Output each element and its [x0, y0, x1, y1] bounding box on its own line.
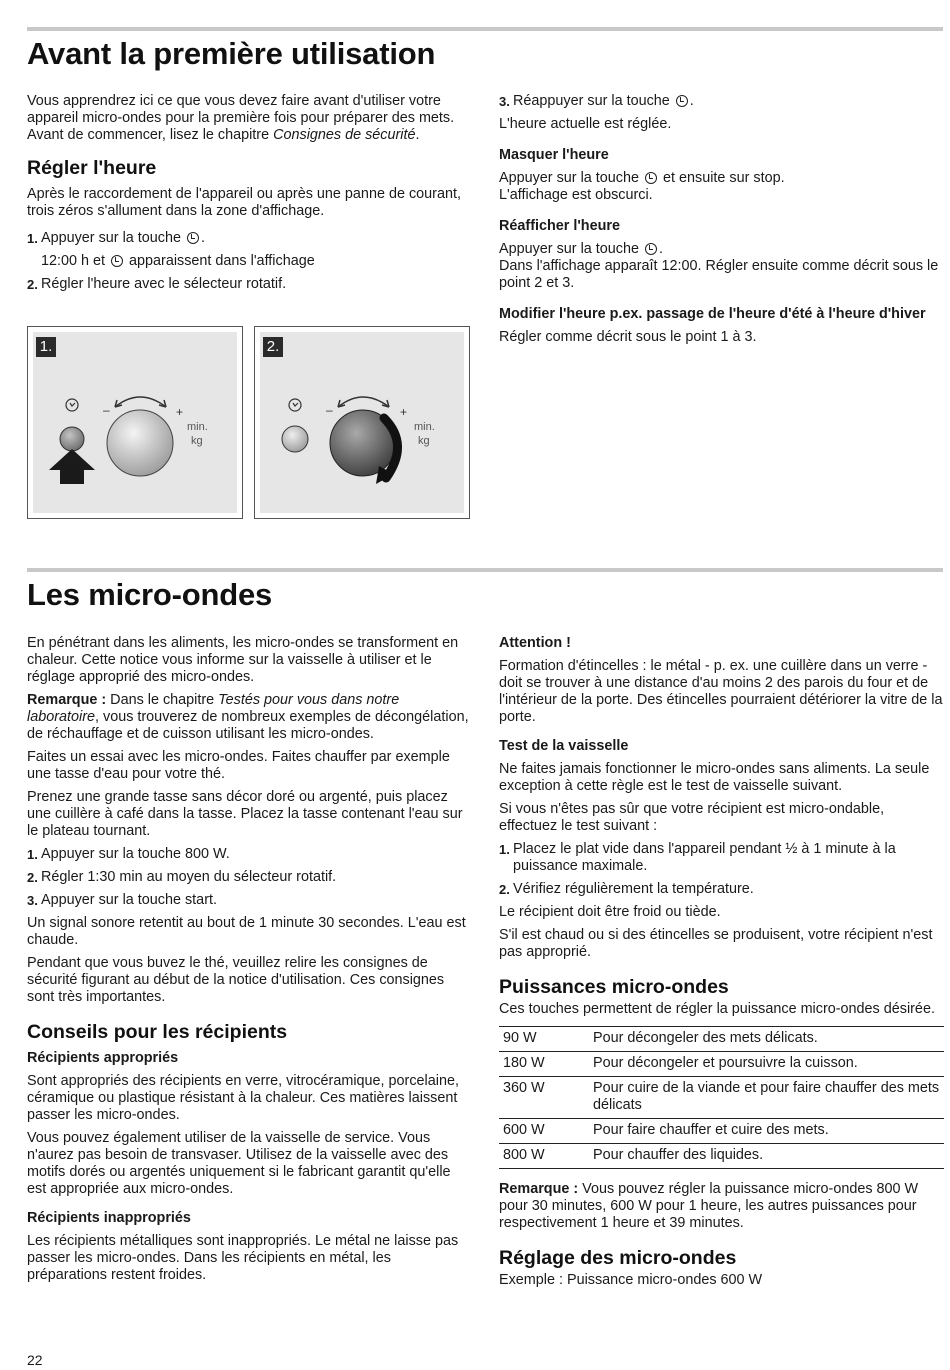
section-rule — [27, 568, 943, 572]
reafficher-line-1: Appuyer sur la touche . — [499, 241, 663, 257]
power-table-row — [499, 1144, 944, 1169]
appropries-paragraph-2: Vous pouvez également utiliser de la vaisselle de service. Vous n'aurez pas besoin de transvaser. Utilisez de la vaisselle avec des motifs dorés ou argentés uniquement si le fabricant garantit qu'elle est appropriée aux micro-ondes. — [27, 1130, 451, 1197]
power-description: Pour cuire de la viande et pour faire chauffer des mets délicats — [589, 1077, 944, 1119]
clock-icon — [289, 399, 301, 411]
svg-text:–: – — [326, 403, 333, 417]
essai-paragraph: Faites un essai avec les micro-ondes. Faites chauffer par exemple une tasse d'eau pour votre thé. — [27, 749, 450, 782]
step-1-sub: 12:00 h et apparaissent dans l'affichage — [41, 253, 315, 269]
power-description: Pour faire chauffer et cuire des mets. — [589, 1119, 944, 1144]
heading-modifier: Modifier l'heure p.ex. passage de l'heure d'été à l'heure d'hiver — [499, 306, 926, 322]
clock-icon — [66, 399, 78, 411]
figure-number: 1. — [36, 337, 56, 357]
micro-step-1: 1. Appuyer sur la touche 800 W. — [27, 846, 230, 862]
figure-panel-2 — [254, 326, 470, 519]
attention-paragraph: Formation d'étincelles : le métal - p. ex. une cuillère dans un verre - doit se trouver à une distance d'au moins 2 des parois du four et de l'intérieur de la porte. Des étincelles pourraient détériorer la vitre de la porte. — [499, 658, 943, 725]
press-arrow-icon — [49, 449, 95, 484]
reafficher-line-2: Dans l'affichage apparaît 12:00. Régler ensuite comme décrit sous le point 2 et 3. — [499, 258, 939, 291]
heading-reglage: Réglage des micro-ondes — [499, 1247, 737, 1269]
heading-test-vaisselle: Test de la vaisselle — [499, 738, 629, 754]
heading-masquer: Masquer l'heure — [499, 147, 609, 163]
svg-text:+: + — [176, 405, 184, 419]
test-paragraph-2: Si vous n'êtes pas sûr que votre récipient est micro-ondable, effectuez le test suivant : — [499, 801, 885, 834]
clock-icon — [676, 95, 688, 107]
clock-icon — [645, 243, 657, 255]
test-paragraph-1: Ne faites jamais fonctionner le micro-ondes sans aliments. La seule exception à cette règle est le test de vaisselle suivant. — [499, 761, 930, 794]
control-panel-illustration — [260, 332, 466, 515]
micro-intro: En pénétrant dans les aliments, les micro-ondes se transforment en chaleur. Cette notice vous informe sur la vaisselle à utiliser et le réglage approprié des micro-ondes. — [27, 635, 459, 685]
appropries-paragraph-1: Sont appropriés des récipients en verre, vitrocéramique, porcelaine, céramique ou plastique résistant à la chaleur. Ces matières laissent passer les micro-ondes. — [27, 1073, 459, 1123]
heading-regler-heure: Régler l'heure — [27, 157, 157, 179]
power-description: Pour décongeler et poursuivre la cuisson. — [589, 1052, 944, 1077]
svg-text:kg: kg — [191, 435, 203, 447]
svg-text:kg: kg — [418, 435, 430, 447]
intro-paragraph: Vous apprendrez ici ce que vous devez faire avant d'utiliser votre appareil micro-ondes pour la première fois pour préparer des mets. Avant de commencer, lisez le chapitre Consignes de sécurité. — [27, 93, 455, 143]
power-table-row — [499, 1119, 944, 1144]
power-table — [499, 1026, 944, 1169]
the-paragraph: Pendant que vous buvez le thé, veuillez relire les consignes de sécurité figurant au début de la notice d'utilisation. Ces consignes sont très importantes. — [27, 955, 445, 1005]
test-step-2: 2. Vérifiez régulièrement la température. — [499, 881, 754, 897]
heure-paragraph: Après le raccordement de l'appareil ou après une panne de courant, trois zéros s'allument dans la zone d'affichage. — [27, 186, 461, 219]
heading-reafficher: Réafficher l'heure — [499, 218, 620, 234]
tasse-paragraph: Prenez une grande tasse sans décor doré ou argenté, puis placez une cuillère à café dans la tasse. Placez la tasse contenant l'eau sur le plateau tournant. — [27, 789, 463, 839]
svg-text:–: – — [103, 403, 110, 417]
page-number: 22 — [27, 1352, 43, 1368]
step-2: 2. Régler l'heure avec le sélecteur rotatif. — [27, 276, 287, 292]
power-value: 90 W — [499, 1027, 589, 1052]
section-title-micro-ondes: Les micro-ondes — [27, 577, 273, 612]
micro-step-3: 3. Appuyer sur la touche start. — [27, 892, 217, 908]
signal-paragraph: Un signal sonore retentit au bout de 1 minute 30 secondes. L'eau est chaude. — [27, 915, 466, 948]
masquer-line-2: L'affichage est obscurci. — [499, 187, 653, 203]
figure-panel-1 — [27, 326, 243, 519]
svg-text:+: + — [400, 405, 408, 419]
clock-icon — [645, 172, 657, 184]
figure-number: 2. — [263, 337, 283, 357]
clock-icon — [187, 232, 199, 244]
svg-text:min.: min. — [187, 421, 208, 433]
power-description: Pour décongeler des mets délicats. — [589, 1027, 944, 1052]
modifier-paragraph: Régler comme décrit sous le point 1 à 3. — [499, 329, 757, 345]
step-3: 3. Réappuyer sur la touche . — [499, 93, 694, 109]
power-value: 360 W — [499, 1077, 589, 1119]
step-3-result: L'heure actuelle est réglée. — [499, 116, 672, 132]
power-table-row — [499, 1052, 944, 1077]
remarque-2-paragraph: Remarque : Vous pouvez régler la puissance micro-ondes 800 W pour 30 minutes, 600 W pour 1 heure, les autres puissances pour respectivement 1 heure et 39 minutes. — [499, 1181, 919, 1231]
control-panel-illustration — [33, 332, 239, 515]
puissances-paragraph: Ces touches permettent de régler la puissance micro-ondes désirée. — [499, 1001, 935, 1017]
section-rule — [27, 27, 943, 31]
right-column-section2 — [499, 635, 944, 1295]
heading-appropries: Récipients appropriés — [27, 1050, 179, 1066]
svg-text:min.: min. — [414, 421, 435, 433]
micro-step-2: 2. Régler 1:30 min au moyen du sélecteur rotatif. — [27, 869, 337, 885]
power-table-row — [499, 1027, 944, 1052]
heading-inappropries: Récipients inappropriés — [27, 1210, 191, 1226]
step-1: 1. Appuyer sur la touche . — [27, 230, 205, 246]
power-value: 600 W — [499, 1119, 589, 1144]
masquer-line-1: Appuyer sur la touche et ensuite sur stop. — [499, 170, 785, 186]
heading-attention: Attention ! — [499, 635, 571, 651]
test-paragraph-3: Le récipient doit être froid ou tiède. — [499, 904, 721, 920]
test-paragraph-4: S'il est chaud ou si des étincelles se produisent, votre récipient n'est pas approprié. — [499, 927, 933, 960]
power-table-row — [499, 1077, 944, 1119]
rotary-knob — [107, 410, 173, 476]
clock-icon — [111, 255, 123, 267]
section-title-avant: Avant la première utilisation — [27, 36, 436, 71]
test-step-1: 1. Placez le plat vide dans l'appareil pendant ½ à 1 minute à la puissance maximale. — [499, 841, 896, 874]
remarque-paragraph: Remarque : Dans le chapitre Testés pour vous dans notre laboratoire, vous trouverez de nombreux exemples de décongélation, de réchauffage et de cuisson utilisant les micro-ondes. — [27, 692, 469, 742]
reglage-paragraph: Exemple : Puissance micro-ondes 600 W — [499, 1272, 763, 1288]
inappropries-paragraph: Les récipients métalliques sont inappropriés. Le métal ne laisse pas passer les micro-ondes. Dans les récipients en métal, les préparations restent froides. — [27, 1233, 459, 1283]
left-column-section2 — [27, 635, 472, 1290]
right-column-section1 — [499, 93, 941, 352]
power-value: 800 W — [499, 1144, 589, 1169]
power-description: Pour chauffer des liquides. — [589, 1144, 944, 1169]
heading-puissances: Puissances micro-ondes — [499, 976, 729, 998]
power-value: 180 W — [499, 1052, 589, 1077]
left-column-section1 — [27, 93, 469, 299]
heading-conseils: Conseils pour les récipients — [27, 1021, 288, 1043]
